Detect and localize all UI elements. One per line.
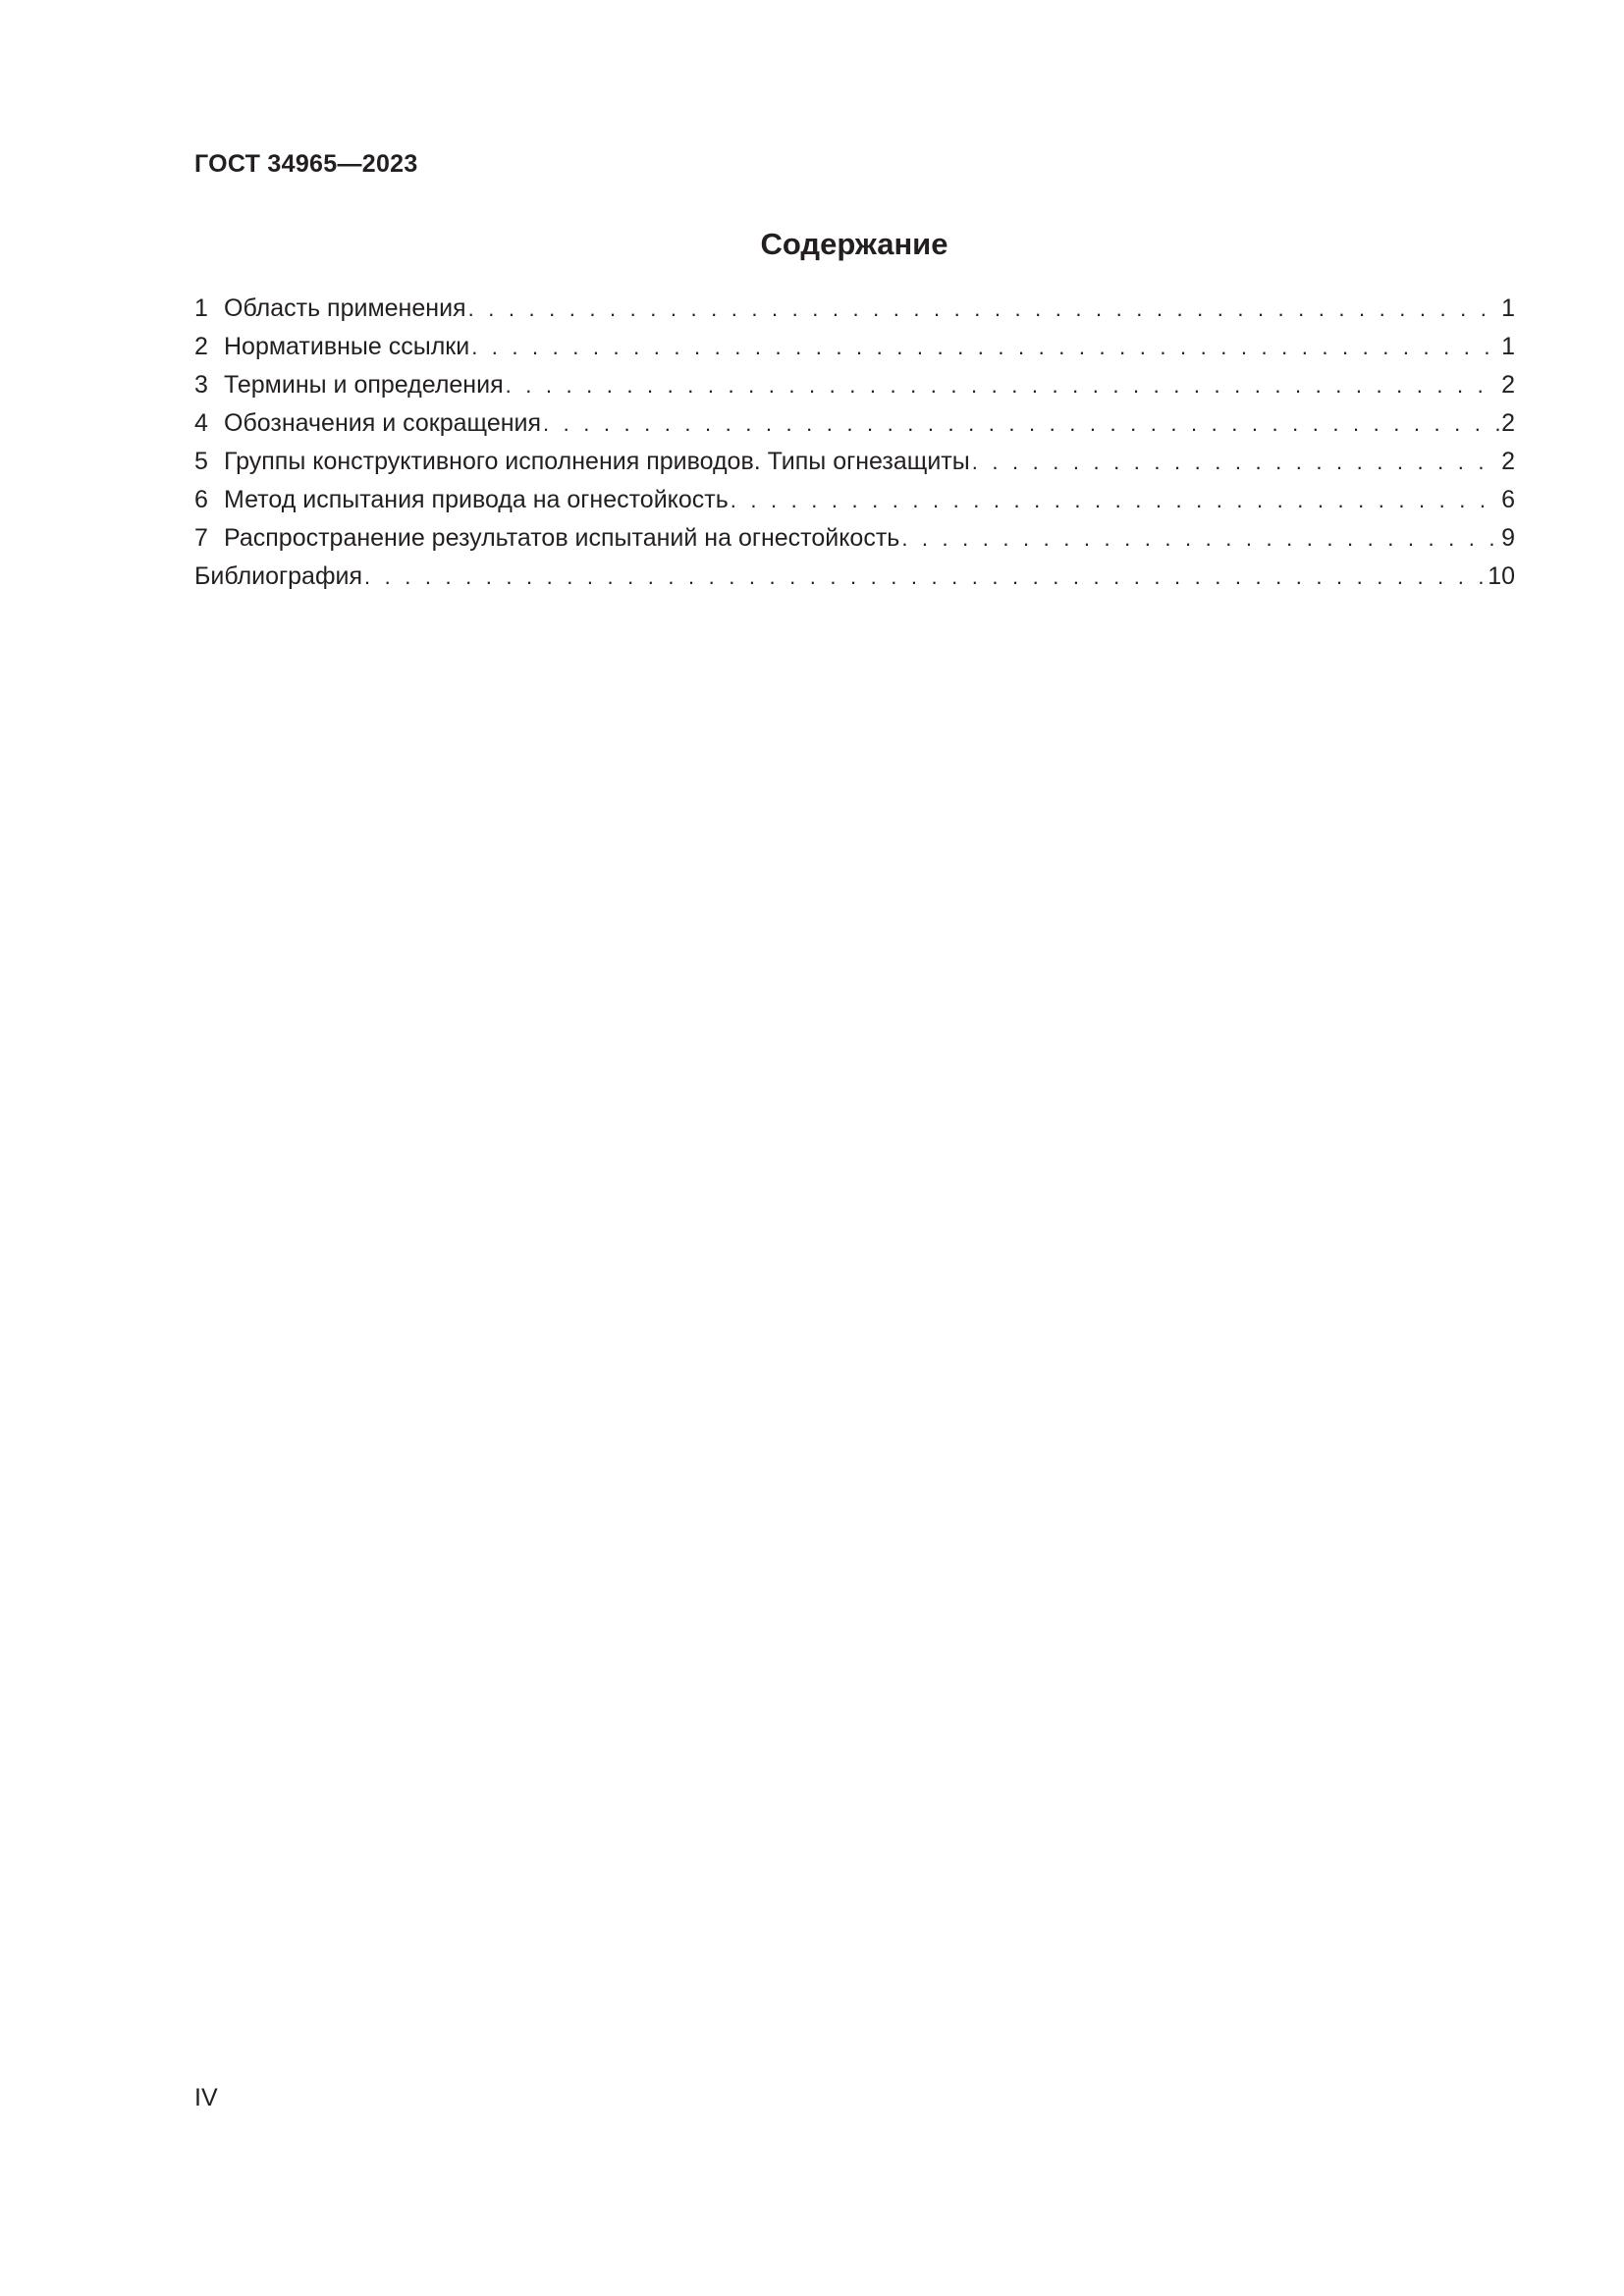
document-header: ГОСТ 34965—2023 — [194, 150, 418, 178]
toc-item-number: 1 — [194, 294, 208, 322]
toc-item-number: 3 — [194, 371, 208, 399]
toc-item-page: 2 — [1501, 409, 1515, 437]
toc-item-page: 1 — [1501, 294, 1515, 322]
toc-item-page: 10 — [1488, 562, 1515, 590]
toc-item-scope[interactable] — [194, 290, 1515, 328]
toc-item-number: 5 — [194, 448, 208, 475]
page-number: IV — [194, 2084, 218, 2111]
toc-dot-leader — [506, 366, 1499, 404]
toc-item-abbreviations[interactable] — [194, 404, 1515, 443]
table-of-contents — [194, 290, 1515, 596]
toc-item-number: 2 — [194, 333, 208, 360]
toc-item-bibliography[interactable] — [194, 558, 1515, 596]
toc-item-number: 7 — [194, 524, 208, 552]
toc-item-page: 1 — [1501, 333, 1515, 360]
toc-item-page: 2 — [1501, 371, 1515, 399]
toc-item-label: Распространение результатов испытаний на огнестойкость — [224, 524, 900, 552]
toc-dot-leader — [543, 404, 1499, 443]
toc-item-label: Группы конструктивного исполнения приводов. Типы огнезащиты — [224, 448, 970, 475]
toc-item-results-extension[interactable] — [194, 519, 1515, 558]
toc-item-page: 2 — [1501, 448, 1515, 475]
toc-item-label: Обозначения и сокращения — [224, 409, 542, 437]
toc-dot-leader — [901, 519, 1499, 558]
toc-item-label: Метод испытания привода на огнестойкость — [224, 486, 729, 513]
toc-item-page: 9 — [1501, 524, 1515, 552]
toc-item-number: 4 — [194, 409, 208, 437]
toc-dot-leader — [972, 443, 1499, 481]
toc-item-page: 6 — [1501, 486, 1515, 513]
toc-item-label: Библиография — [194, 562, 363, 590]
toc-item-number: 6 — [194, 486, 208, 513]
toc-item-label: Термины и определения — [224, 371, 504, 399]
toc-title: Содержание — [760, 227, 948, 261]
toc-dot-leader — [364, 558, 1486, 596]
toc-item-label: Нормативные ссылки — [224, 333, 470, 360]
toc-item-label: Область применения — [224, 294, 466, 322]
toc-dot-leader — [468, 290, 1500, 328]
toc-dot-leader — [471, 328, 1499, 366]
toc-item-design-groups[interactable] — [194, 443, 1515, 481]
toc-item-terms[interactable] — [194, 366, 1515, 404]
toc-dot-leader — [731, 481, 1499, 519]
toc-item-test-method[interactable] — [194, 481, 1515, 519]
toc-item-normative-references[interactable] — [194, 328, 1515, 366]
